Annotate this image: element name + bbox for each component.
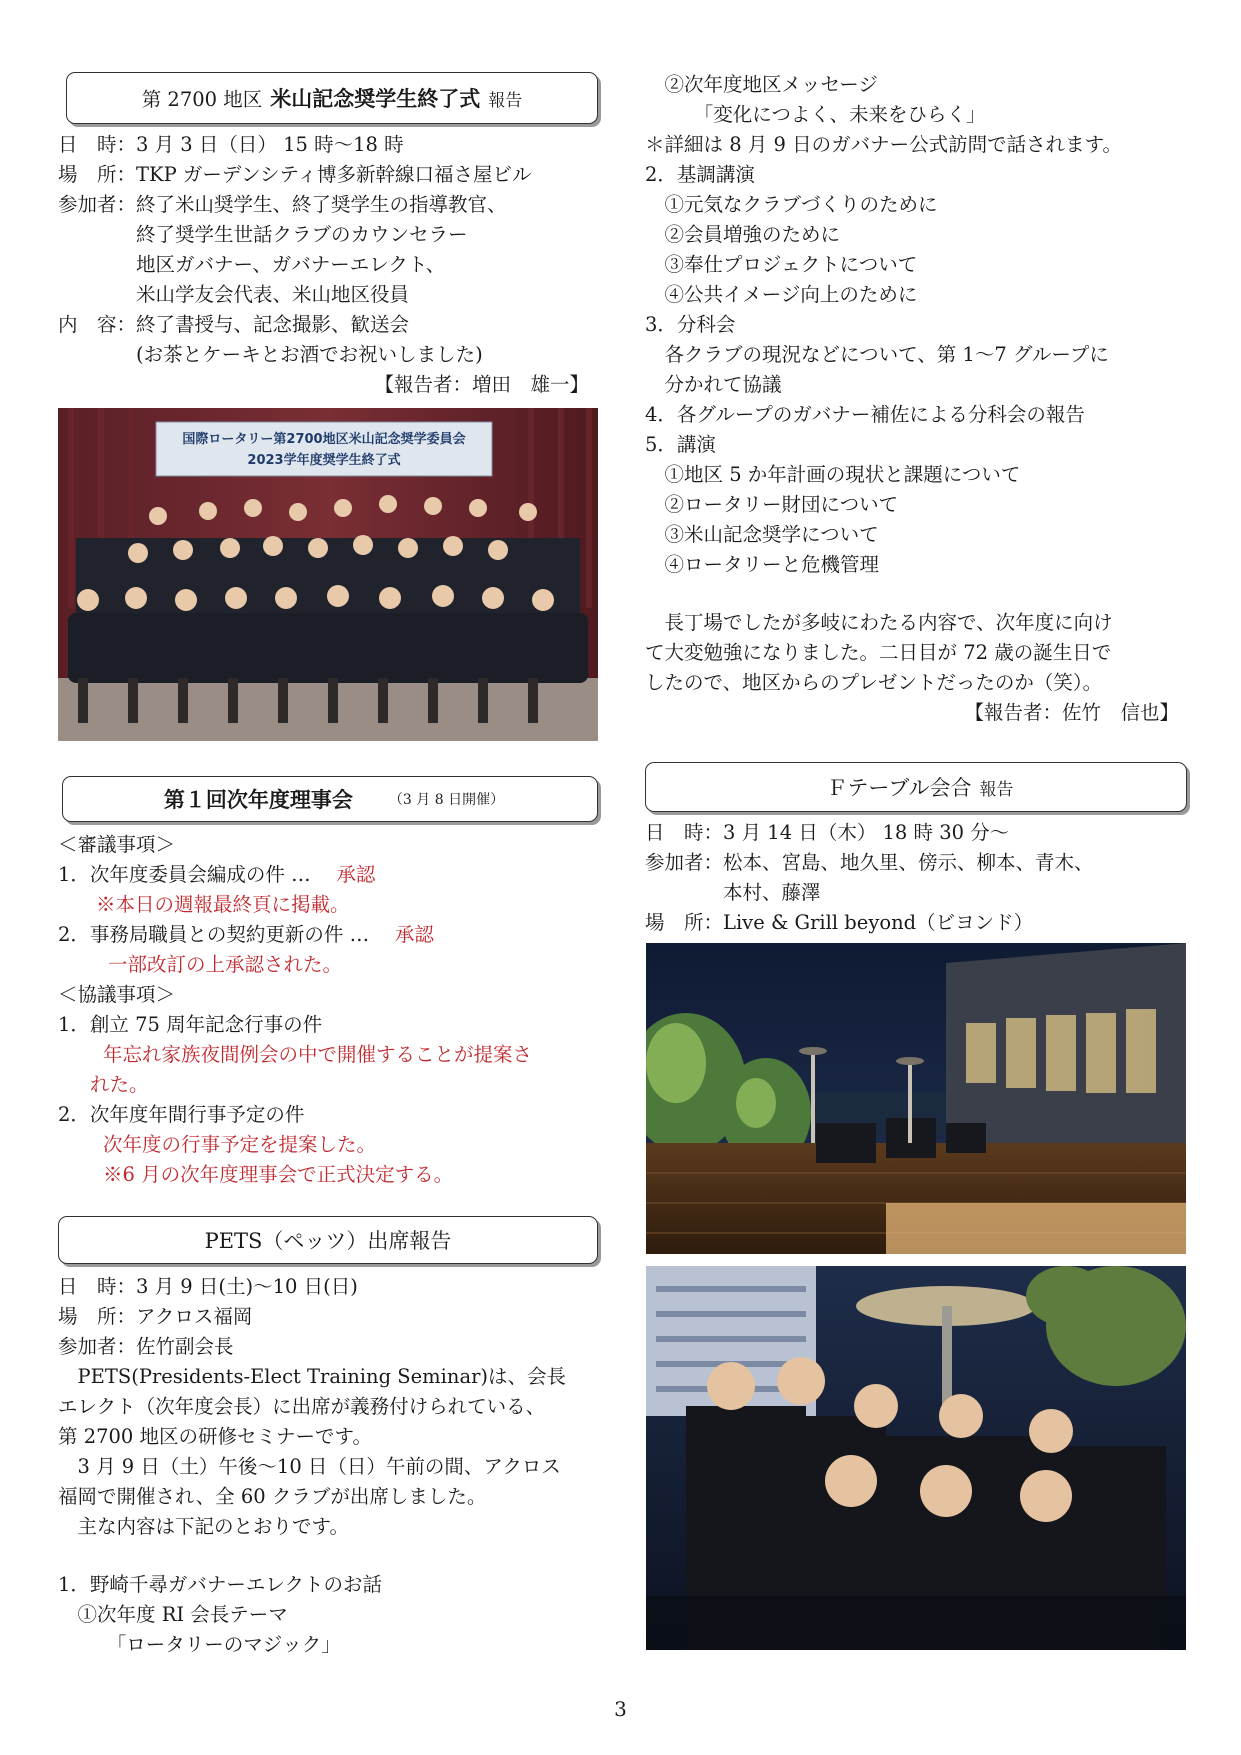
pets-cont-line: て大変勉強になりました。二日目が 72 歳の誕生日で	[645, 641, 1112, 664]
pets-cont-line: 2．基調講演	[645, 163, 755, 186]
pets-cont-line: ②ロータリー財団について	[645, 493, 899, 516]
yoneyama-title-suffix: 報告	[488, 90, 523, 111]
pets-cont-line: ④ロータリーと危機管理	[645, 553, 880, 576]
pets-line: 「ロータリーのマジック」	[58, 1633, 341, 1656]
board-title-box	[62, 776, 598, 822]
yoneyama-line: 米山学友会代表、米山地区役員	[58, 283, 410, 306]
ftable-title-box	[645, 762, 1187, 812]
pets-cont-line: 長丁場でしたが多岐にわたる内容で、次年度に向け	[645, 611, 1113, 634]
pets-line: PETS(Presidents-Elect Training Seminar)は、会長	[58, 1365, 566, 1388]
ftable-line: 場 所：Live & Grill beyond（ビヨンド）	[645, 911, 1034, 934]
board-line: 1．創立 75 周年記念行事の件	[58, 1013, 323, 1036]
pets-line: 福岡で開催され、全 60 クラブが出席しました。	[58, 1485, 487, 1508]
board-item-text: 1．次年度委員会編成の件 …	[58, 863, 337, 886]
ftable-title-suffix: 報告	[979, 779, 1014, 800]
pets-reporter: 【報告者：佐竹 信也】	[964, 701, 1179, 724]
pets-cont-line: ①地区 5 か年計画の現状と課題について	[645, 463, 1021, 486]
yoneyama-line: 参加者：終了米山奨学生、終了奨学生の指導教官、	[58, 193, 507, 216]
ftable-line: 日 時：3 月 14 日（木） 18 時 30 分～	[645, 821, 1010, 844]
board-line: 一部改訂の上承認された。	[108, 953, 343, 976]
pets-title-main: PETS（ペッツ）出席報告	[204, 1229, 452, 1253]
pets-line: 第 2700 地区の研修セミナーです。	[58, 1425, 372, 1448]
yoneyama-line: 日 時：3 月 3 日（日） 15 時～18 時	[58, 133, 404, 156]
board-item-text: 2．事務局職員との契約更新の件 …	[58, 923, 395, 946]
board-line: ＜協議事項＞	[58, 983, 176, 1006]
banner-line2: 2023学年度奨学生終了式	[247, 453, 401, 468]
pets-cont-line: ①元気なクラブづくりのために	[645, 193, 938, 216]
pets-line: 場 所：アクロス福岡	[58, 1305, 253, 1328]
yoneyama-title-main: 米山記念奨学生終了式	[270, 87, 481, 111]
board-item-approval: 承認	[394, 923, 434, 946]
pets-line: 3 月 9 日（土）午後～10 日（日）午前の間、アクロス	[58, 1455, 561, 1478]
board-line	[58, 860, 375, 890]
yoneyama-line: 内 容：終了書授与、記念撮影、歓送会	[58, 313, 410, 336]
pets-cont-line: ＊詳細は 8 月 9 日のガバナー公式訪問で話されます。	[645, 133, 1123, 156]
pets-cont-line: ③奉仕プロジェクトについて	[645, 253, 918, 276]
pets-line: 主な内容は下記のとおりです。	[58, 1515, 349, 1538]
yoneyama-title-prefix: 第 2700 地区	[141, 88, 263, 111]
board-line: ※6 月の次年度理事会で正式決定する。	[103, 1163, 454, 1186]
pets-line: 日 時：3 月 9 日(土)～10 日(日)	[58, 1275, 358, 1298]
pets-cont-line: 「変化につよく、未来をひらく」	[645, 103, 986, 126]
board-line: ＜審議事項＞	[58, 833, 176, 856]
terrace-photo	[646, 943, 1186, 1254]
board-title-date: （3 月 8 日開催）	[388, 792, 505, 808]
yoneyama-title-box	[66, 72, 598, 124]
pets-cont-line: 5．講演	[645, 433, 716, 456]
yoneyama-reporter: 【報告者：増田 雄一】	[374, 373, 589, 396]
pets-cont-line: ②会員増強のために	[645, 223, 841, 246]
banner-line1: 国際ロータリー第2700地区米山記念奨学委員会	[182, 432, 466, 447]
board-line: 2．次年度年間行事予定の件	[58, 1103, 305, 1126]
yoneyama-line: 終了奨学生世話クラブのカウンセラー	[58, 223, 468, 246]
pets-cont-line: ②次年度地区メッセージ	[645, 73, 878, 96]
pets-cont-line: 各クラブの現況などについて、第 1～7 グループに	[645, 343, 1109, 366]
pets-cont-line: したので、地区からのプレゼントだったのか（笑）。	[645, 671, 1103, 694]
board-line: 年忘れ家族夜間例会の中で開催することが提案さ	[103, 1043, 533, 1066]
pets-title-box	[58, 1216, 598, 1264]
ftable-title-main: Ｆテーブル会合	[826, 776, 972, 800]
board-item-approval: 承認	[336, 863, 376, 886]
board-line: れた。	[90, 1073, 149, 1096]
pets-cont-line: 3．分科会	[645, 313, 736, 336]
yoneyama-line: 地区ガバナー、ガバナーエレクト、	[58, 253, 446, 276]
page-number: 3	[614, 1697, 627, 1721]
pets-cont-line: ③米山記念奨学について	[645, 523, 879, 546]
pets-cont-line: 4．各グループのガバナー補佐による分科会の報告	[645, 403, 1085, 426]
pets-cont-line: 分かれて協議	[645, 373, 782, 396]
pets-cont-line: ④公共イメージ向上のために	[645, 283, 918, 306]
pets-line: エレクト（次年度会長）に出席が義務付けられている、	[58, 1395, 546, 1418]
board-line: 次年度の行事予定を提案した。	[103, 1133, 377, 1156]
board-line: ※本日の週報最終頁に掲載。	[96, 893, 350, 916]
yoneyama-line: (お茶とケーキとお酒でお祝いしました)	[58, 343, 483, 366]
yoneyama-line: 場 所：TKP ガーデンシティ博多新幹線口福さ屋ビル	[58, 163, 532, 186]
pets-line: 参加者：佐竹副会長	[58, 1335, 234, 1358]
board-title-main: 第１回次年度理事会	[163, 788, 353, 812]
ftable-line: 本村、藤澤	[645, 881, 821, 904]
ftable-group-photo	[646, 1266, 1186, 1650]
ftable-line: 参加者：松本、宮島、地久里、傍示、柳本、青木、	[645, 851, 1094, 874]
pets-line: ①次年度 RI 会長テーマ	[58, 1603, 288, 1626]
board-line	[58, 920, 434, 950]
group-photo	[58, 408, 598, 741]
pets-line: 1．野崎千尋ガバナーエレクトのお話	[58, 1573, 383, 1596]
